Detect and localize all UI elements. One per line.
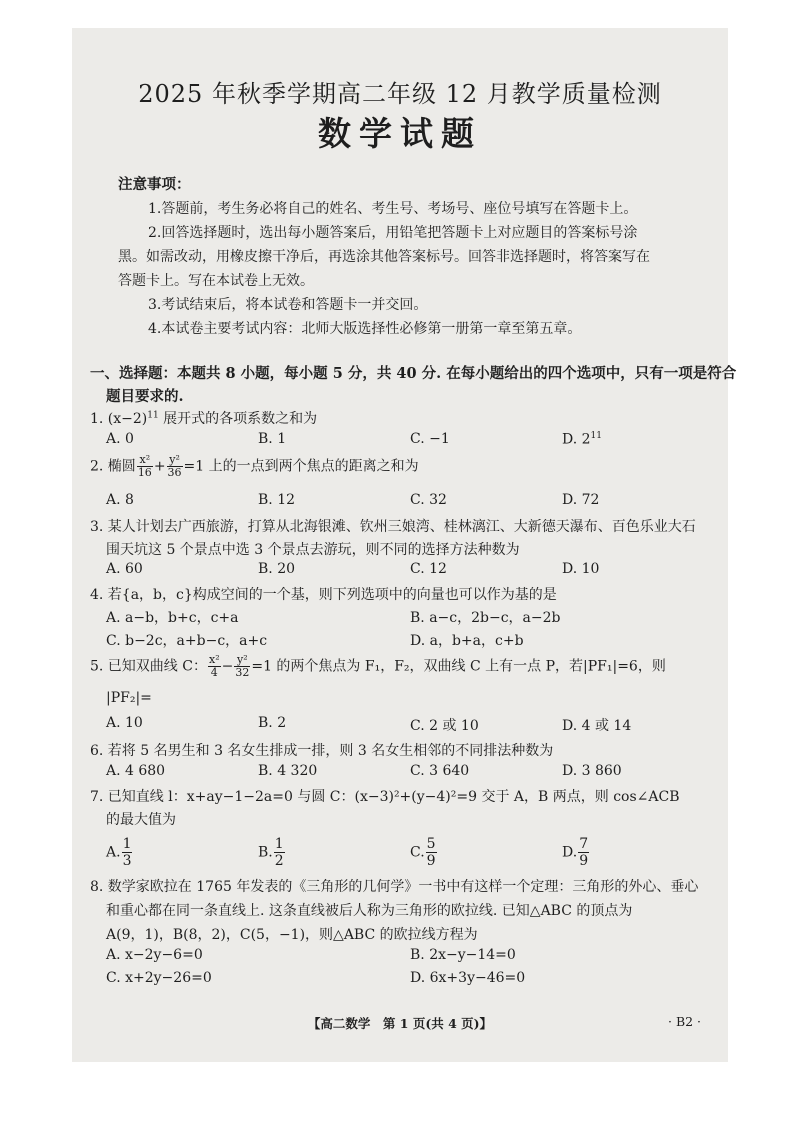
- question-4-stem: 4. 若{a，b，c}构成空间的一个基，则下列选项中的向量也可以作为基的是: [90, 587, 557, 603]
- option-d: D. a，b+a，c+b: [410, 633, 524, 649]
- option-c: C. x+2y−26=0: [106, 970, 212, 986]
- option-a: A. 0: [106, 431, 134, 447]
- question-7-stem-cont: 的最大值为: [106, 812, 176, 828]
- option-c: C. $\frac{5}{9}$: [410, 836, 436, 869]
- option-b: B. 4 320: [258, 763, 318, 779]
- question-6-stem: 6. 若将 5 名男生和 3 名女生排成一排，则 3 名女生相邻的不同排法种数为: [90, 743, 554, 759]
- option-d: D. 4 或 14: [562, 718, 632, 734]
- exam-paper: [72, 28, 737, 1062]
- question-5-stem-cont: |PF₂|=: [106, 690, 152, 706]
- question-8-stem-cont: 和重心都在同一条直线上. 这条直线被后人称为三角形的欧拉线. 已知△ABC 的顶点为: [106, 903, 633, 919]
- paper-code: · B2 ·: [668, 1014, 702, 1029]
- option-d: D. 6x+3y−46=0: [410, 970, 526, 986]
- option-a: A. 8: [106, 492, 134, 508]
- option-c: C. b−2c，a+b−c，a+c: [106, 633, 268, 649]
- option-d: D. $2^{11}$: [562, 431, 602, 448]
- notice-line: 2.回答选择题时，选出每小题答案后，用铅笔把答题卡上对应题目的答案标号涂: [148, 225, 638, 241]
- option-b: B. 1: [258, 431, 287, 447]
- notice-heading: 注意事项：: [118, 176, 191, 193]
- question-7-stem: 7. 已知直线 l：x+ay−1−2a=0 与圆 C：(x−3)²+(y−4)²=9 交于 A，B 两点，则 cos∠ACB: [90, 789, 680, 805]
- notice-line: 4.本试卷主要考试内容：北师大版选择性必修第一册第一章至第五章。: [148, 321, 582, 337]
- option-a: A. x−2y−6=0: [106, 947, 203, 963]
- option-b: B. a−c，2b−c，a−2b: [410, 610, 561, 626]
- option-d: D. 10: [562, 561, 600, 577]
- option-c: C. 32: [410, 492, 447, 508]
- option-c: C. 3 640: [410, 763, 470, 779]
- question-8-stem: 8. 数学家欧拉在 1765 年发表的《三角形的几何学》一书中有这样一个定理：三角形的外心、垂心: [90, 879, 699, 895]
- section-heading-cont: 题目要求的.: [106, 388, 184, 405]
- exam-title: 2025 年秋季学期高二年级 12 月教学质量检测: [138, 80, 662, 108]
- section-heading: 一、选择题：本题共 8 小题，每小题 5 分，共 40 分. 在每小题给出的四个选项中，只有一项是符合: [90, 365, 737, 382]
- page-footer: 【高二数学 第 1 页(共 4 页)】: [307, 1016, 493, 1031]
- question-3-stem-cont: 围天坑这 5 个景点中选 3 个景点去游玩，则不同的选择方法种数为: [106, 542, 520, 558]
- option-b: B. 12: [258, 492, 296, 508]
- option-b: B. 2x−y−14=0: [410, 947, 516, 963]
- option-a: A. a−b，b+c，c+a: [106, 610, 239, 626]
- option-d: D. 3 860: [562, 763, 622, 779]
- question-3-stem: 3. 某人计划去广西旅游，打算从北海银滩、钦州三娘湾、桂林漓江、大新德天瀑布、百色乐业大石: [90, 519, 696, 535]
- option-a: A. 4 680: [106, 763, 166, 779]
- notice-line: 黑。如需改动，用橡皮擦干净后，再选涂其他答案标号。回答非选择题时，将答案写在: [118, 249, 650, 265]
- notice-line: 1.答题前，考生务必将自己的姓名、考生号、考场号、座位号填写在答题卡上。: [148, 201, 638, 217]
- option-b: B. 20: [258, 561, 296, 577]
- option-c: C. 12: [410, 561, 447, 577]
- option-d: D. $\frac{7}{9}$: [562, 836, 589, 869]
- option-a: A. 60: [106, 561, 143, 577]
- option-a: A. $\frac{1}{3}$: [106, 836, 132, 869]
- option-a: A. 10: [106, 715, 143, 731]
- option-c: C. −1: [410, 431, 450, 447]
- option-c: C. 2 或 10: [410, 718, 479, 734]
- question-8-stem-cont: A(9，1)，B(8，2)，C(5，−1)，则△ABC 的欧拉线方程为: [106, 927, 478, 943]
- option-b: B. $\frac{1}{2}$: [258, 836, 284, 869]
- notice-line: 答题卡上。写在本试卷上无效。: [118, 273, 314, 289]
- option-b: B. 2: [258, 715, 287, 731]
- question-1-stem: 1. $(x-2)^{11}$ 展开式的各项系数之和为: [90, 410, 318, 427]
- question-5-stem: 5. 已知双曲线 C： $\frac{\text{x²}}{4}$ − $\frac{\text{y²}}{32}$ =1 的两个焦点为 F₁，F₂，双曲线 C 上有一点 P，若|PF₁|=6，则: [90, 653, 666, 679]
- subject-title: 数学试题: [318, 114, 482, 153]
- notice-line: 3.考试结束后，将本试卷和答题卡一并交回。: [148, 297, 428, 313]
- option-d: D. 72: [562, 492, 600, 508]
- question-2-stem: 2. 椭圆 $\frac{\text{x²}}{16}$ + $\frac{\text{y²}}{36}$ =1 上的一点到两个焦点的距离之和为: [90, 453, 419, 479]
